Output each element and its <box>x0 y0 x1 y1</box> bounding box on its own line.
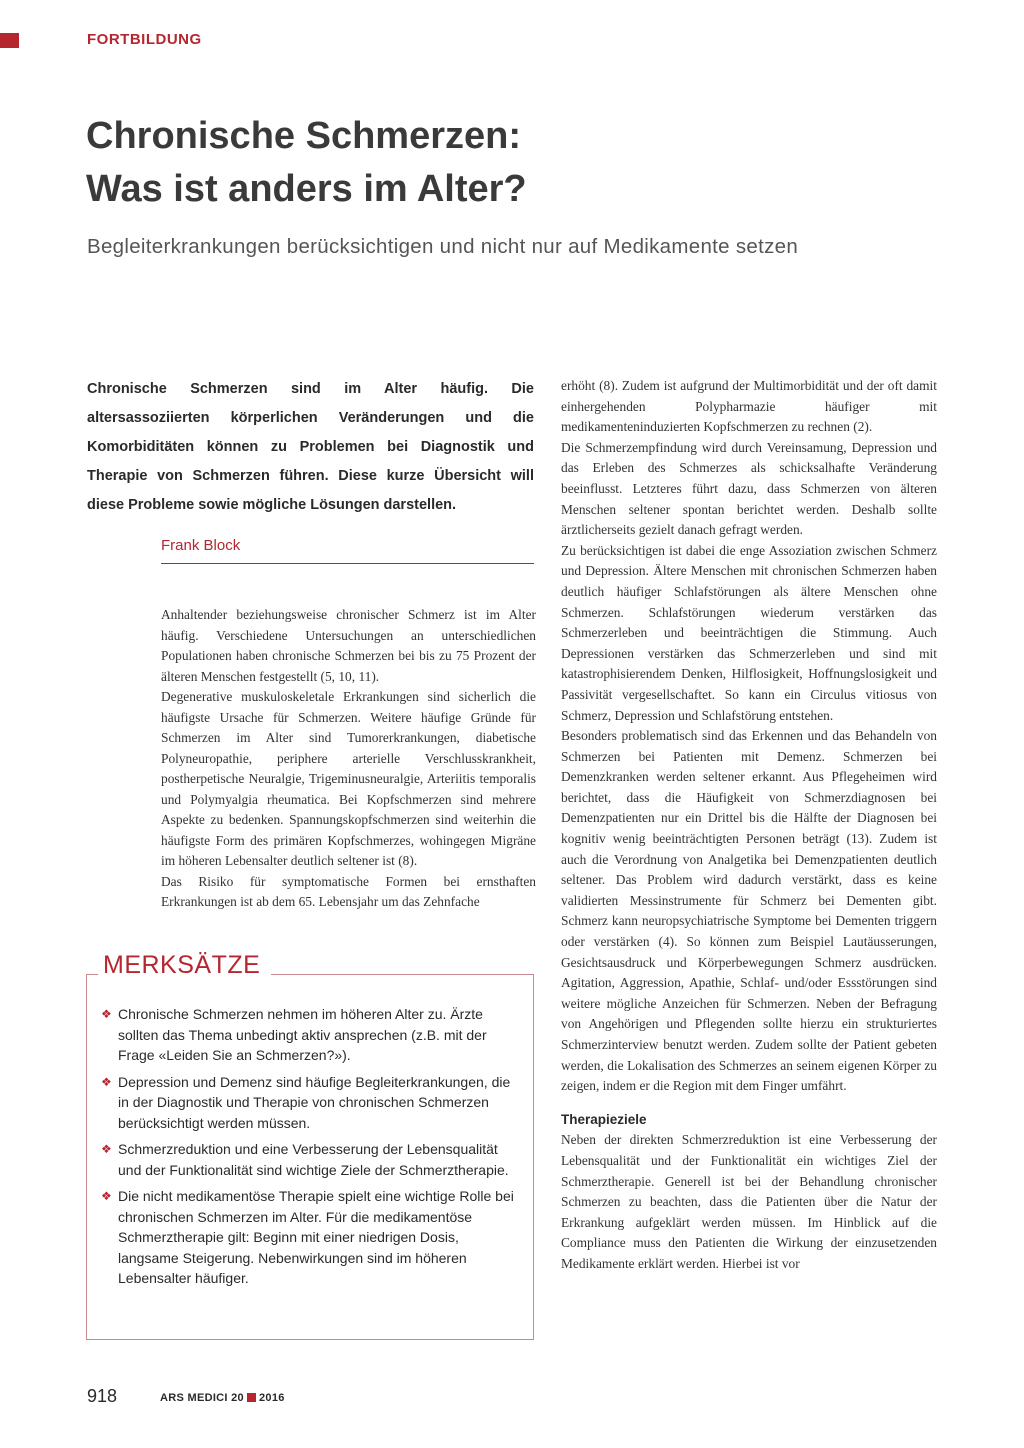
title-line-1: Chronische Schmerzen: <box>86 115 521 157</box>
body-paragraph: Die Schmerzempfindung wird durch Vereinsamung, Depression und das Erleben des Schmerzes als schicksalhafte Veränderung beeinflusst. Letzteres führt dazu, dass Schmerzen von älteren Menschen seltener spontan berichtet werden. Deshalb sollte ärztlicherseits gezielt danach gefragt werden. <box>561 439 937 538</box>
merksaetze-top-rule-right <box>271 974 534 975</box>
body-paragraph: Neben der direkten Schmerzreduktion ist eine Verbesserung der Lebensqualität und der Funktionalität ein wichtiges Ziel der Schmerztherapie. Generell ist bei der Behandlung chronischer Schmerzen zu beachten, dass die Patienten über die Natur der Erkrankung aufgeklärt werden müssen. Im Hinblick auf die Compliance muss den Patienten die Wirkung der einzusetzenden Medikamente erklärt werden. Hierbei ist vor <box>561 1132 937 1271</box>
journal-year: 2016 <box>258 1392 285 1404</box>
section-label: FORTBILDUNG <box>87 31 202 48</box>
merksatz-text: Die nicht medikamentöse Therapie spielt eine wichtige Rolle bei chronischen Schmerzen im Alter. Für die medikamentöse Schmerztherapie gilt: Beginn mit einer niedrigen Dosis, langsame Steigerung. Nebenwirkungen sind im höheren Lebensalter häufiger. <box>118 1188 514 1286</box>
merksatz-item <box>101 1139 522 1180</box>
section-marker <box>0 33 19 48</box>
body-paragraph: erhöht (8). Zudem ist aufgrund der Multimorbidität und der oft damit einhergehenden Polypharmazie häufiger mit medikamenteninduzierten Kopfschmerzen zu rechnen (2). <box>561 378 937 435</box>
body-paragraph: Das Risiko für symptomatische Formen bei ernsthaften Erkrankungen ist ab dem 65. Lebensjahr um das Zehnfache <box>161 873 536 909</box>
body-paragraph: Anhaltender beziehungsweise chronischer Schmerz ist im Alter häufig. Verschiedene Untersuchungen an unterschiedlichen Populationen haben chronische Schmerzen bei bis zu 75 Prozent der älteren Menschen festgestellt (5, 10, 11). <box>161 607 536 684</box>
title-line-2: Was ist anders im Alter? <box>86 168 527 210</box>
merksatz-text: Chronische Schmerzen nehmen im höheren Alter zu. Ärzte sollten das Thema unbedingt aktiv ansprechen (z.B. mit der Frage «Leiden Sie an Schmerzen?»). <box>118 1006 487 1063</box>
journal-name: ARS MEDICI 20 <box>160 1392 244 1404</box>
article-subtitle: Begleiterkrankungen berücksichtigen und nicht nur auf Medikamente setzen <box>87 235 799 258</box>
footer-square-icon <box>247 1393 256 1402</box>
merksaetze-title: MERKSÄTZE <box>103 951 261 979</box>
therapy-heading: Therapieziele <box>561 1111 647 1127</box>
article-title <box>86 110 527 216</box>
journal-footer <box>160 1392 285 1404</box>
merksatz-text: Depression und Demenz sind häufige Begleiterkrankungen, die in der Diagnostik und Therapie von chronischen Schmerzen berücksichtigt werden müssen. <box>118 1073 511 1131</box>
body-column-left <box>161 605 536 913</box>
lead-paragraph: Chronische Schmerzen sind im Alter häufig. Die altersassoziierten körperlichen Veränderungen und die Komorbiditäten können zu Problemen bei Diagnostik und Therapie von Schmerzen führen. Diese kurze Übersicht will diese Probleme sowie mögliche Lösungen darstellen. <box>87 381 534 513</box>
author-divider <box>161 563 534 564</box>
page-number: 918 <box>87 1386 118 1406</box>
merksatz-item <box>101 1004 522 1066</box>
diamond-bullet-icon: ❖ <box>101 1142 112 1156</box>
body-column-right <box>561 376 937 1275</box>
author-name: Frank Block <box>161 537 241 554</box>
merksaetze-top-rule-left <box>86 974 98 975</box>
diamond-bullet-icon: ❖ <box>101 1189 112 1203</box>
merksatz-item <box>101 1072 522 1134</box>
merksatz-text: Schmerzreduktion und eine Verbesserung der Lebensqualität und der Funktionalität sind wichtige Ziele der Schmerztherapie. <box>118 1141 509 1178</box>
merksatz-item <box>101 1186 522 1289</box>
diamond-bullet-icon: ❖ <box>101 1007 112 1021</box>
body-paragraph: Degenerative muskuloskeletale Erkrankungen sind sicherlich die häufigste Ursache für Schmerzen. Weitere häufige Gründe für Schmerzen im Alter sind Tumorerkrankungen, diabetische Polyneuropathie, periphere arterielle Verschlusskrankheit, postherpetische Neuralgie, Trigeminusneuralgie, Arteriitis temporalis und Polymyalgia rheumatica. Bei Kopfschmerzen sind mehrere Aspekte zu bedenken. Spannungskopfschmerzen sind weiterhin die häufigste Form des primären Kopfschmerzes, wohingegen Migräne im höheren Lebensalter deutlich seltener ist (8). <box>161 689 536 868</box>
body-paragraph: Zu berücksichtigen ist dabei die enge Assoziation zwischen Schmerz und Depression. Ältere Menschen mit chronischen Schmerzen haben deutlich häufiger Schlafstörungen als ältere Menschen ohne Schmerzen. Schlafstörungen wiederum verstärken das Schmerzerleben und beeinträchtigen die Stimmung. Auch Depressionen verstärken das Schmerzerleben und sind mit katastrophisierendem Denken, Hilflosigkeit, Hoffnungslosigkeit und Passivität vergesellschaftet. So kann ein Circulus vitiosus von Schmerz, Depression und Schlafstörung entstehen. <box>561 542 937 723</box>
diamond-bullet-icon: ❖ <box>101 1074 112 1089</box>
merksaetze-list <box>101 1004 522 1295</box>
body-paragraph: Besonders problematisch sind das Erkennen und das Behandeln von Schmerzen bei Patienten mit Demenz. Schmerzen bei Demenzkranken werden seltener erkannt. Aus Pflegeheimen wird berichtet, dass die Häufigkeit von Schmerzdiagnosen bei Demenzpatienten nur ein Drittel bis die Hälfte der Diagnosen bei kognitiv wenig beeinträchtigten Personen beträgt (13). Zudem ist auch die Verordnung von Analgetika bei Demenzpatienten deutlich seltener. Das Problem wird dadurch verstärkt, dass es keine validierten Messinstrumente für Schmerz bei Dementen gibt. Schmerz kann neuropsychiatrische Symptome bei Dementen triggern oder verstärken (4). So können zum Beispiel Lautäusserungen, Gesichtsausdruck und Körperbewegungen Schmerz ausdrücken. Agitation, Aggression, Apathie, Schlaf- und/oder Essstörungen sind weitere mögliche Anzeichen für Schmerzen. Neben der Befragung von Angehörigen und Pflegenden sollte hierzu ein strukturiertes Schmerzinterview benutzt werden. Zudem sollte der Patient gebeten werden, die Lokalisation des Schmerzes an seinem eigenen Körper zu zeigen, indem er die Region mit dem Finger umfährt. <box>561 728 937 1094</box>
